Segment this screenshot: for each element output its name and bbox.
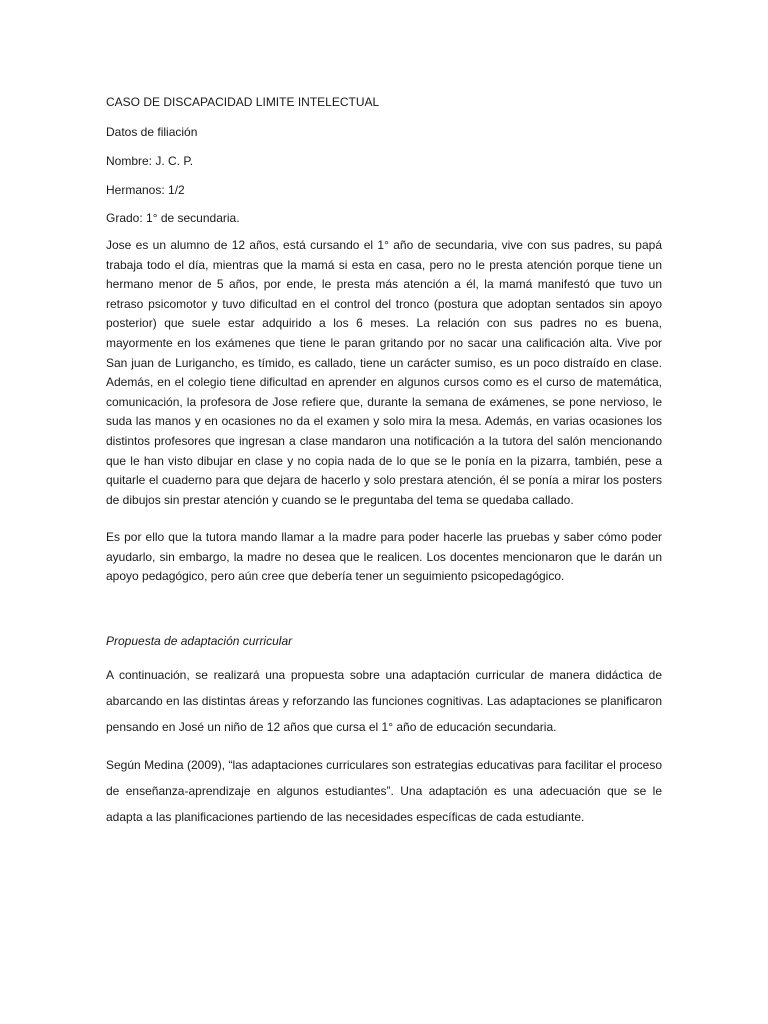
grade-line: Grado: 1° de secundaria. (106, 211, 240, 225)
siblings-line: Hermanos: 1/2 (106, 183, 185, 197)
name-line: Nombre: J. C. P. (106, 154, 194, 168)
section-heading-filiation: Datos de filiación (106, 125, 198, 139)
document-title: CASO DE DISCAPACIDAD LIMITE INTELECTUAL (106, 95, 380, 109)
case-description-paragraph: Jose es un alumno de 12 años, está cursando el 1° año de secundaria, vive con sus padres, su papá trabaja todo el día, mientras que la mamá si esta en casa, pero no le presta atención porque tiene un hermano menor de 5 años, por ende, le presta más atención a él, la mamá manifestó que tuvo un retraso psicomotor y tuvo dificultad en el control del tronco (postura que adoptan sentados sin apoyo posterior) que suele estar adquirido a los 6 meses. La relación con sus padres no es buena, mayormente en los exámenes que tiene le paran gritando por no sacar una calificación alta. Vive por San juan de Lurigancho, es tímido, es callado, tiene un carácter sumiso, es un poco distraído en clase. Además, en el colegio tiene dificultad en aprender en algunos cursos como es el curso de matemática, comunicación, la profesora de Jose refiere que, durante la semana de exámenes, se pone nervioso, le suda las manos y en ocasiones no da el examen y solo mira la mesa. Además, en varias ocasiones los distintos profesores que ingresan a clase mandaron una notificación a la tutora del salón mencionando que le han visto dibujar en clase y no copia nada de lo que se le ponía en la pizarra, también, pese a quitarle el cuaderno para que dejara de hacerlo y solo prestara atención, él se ponía a mirar los posters de dibujos sin prestar atención y cuando se le preguntaba del tema se quedaba callado. (106, 238, 662, 507)
followup-paragraph: Es por ello que la tutora mando llamar a la madre para poder hacerle las pruebas y saber cómo poder ayudarlo, sin embargo, la madre no desea que le realicen. Los docentes mencionaron que le darán un apoyo pedagógico, pero aún cree que debería tener un seguimiento psicopedagógico. (106, 530, 662, 584)
citation-paragraph: Según Medina (2009), “las adaptaciones curriculares son estrategias educativas para facilitar el proceso de enseñanza-aprendizaje en algunos estudiantes”. Una adaptación es una adecuación que se le adapta a las planificaciones partiendo de las necesidades específicas de cada estudiante. (106, 758, 662, 824)
proposal-paragraph: A continuación, se realizará una propuesta sobre una adaptación curricular de manera didáctica de abarcando en las distintas áreas y reforzando las funciones cognitivas. Las adaptaciones se planificaron pensando en José un niño de 12 años que cursa el 1° año de educación secundaria. (106, 668, 662, 734)
section-heading-proposal: Propuesta de adaptación curricular (106, 634, 293, 648)
